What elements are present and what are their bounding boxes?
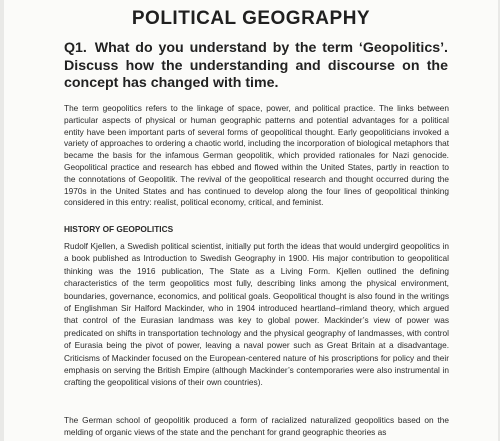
page-title: POLITICAL GEOGRAPHY [131, 8, 371, 29]
document-page [4, 0, 498, 441]
intro-paragraph: The term geopolitics refers to the linkage of space, power, and political practice. The links between particular aspects of physical or human geographic patterns and potential advantages for a political entity have been important parts of several forms of geopolitical thought. Early geopoliticians invoked a variety of approaches to ordering a chaotic world, including the incorporation of biological metaphors that became the basis for the infamous German geopolitik, which provided rationales for Nazi genocide. Geopolitical practice and research has ebbed and flowed within the United States, partly in reaction to the connotations of Geopolitik. The revival of the geopolitical research and thought occurred during the 1970s in the United States and has continued to develop along the four lines of geopolitical thinking considered in this entry: realist, political economy, critical, and feminist. [64, 103, 449, 208]
question-heading [64, 40, 448, 93]
german-school-paragraph: The German school of geopolitik produced a form of racialized naturalized geopolitics based on the melding of organic views of the state and the penchant for grand geographic theories as [64, 415, 449, 438]
question-label: Q1. [64, 40, 87, 56]
question-text: What do you understand by the term ‘Geopolitics’. Discuss how the understanding and discourse on the concept has changed with time. [64, 40, 448, 91]
history-paragraph: Rudolf Kjellen, a Swedish political scientist, initially put forth the ideas that would undergird geopolitics in a book published as Introduction to Swedish Geography in 1900. His major contribution to geopolitical thinking was the 1916 publication, The State as a Living Form. Kjellen outlined the defining characteristics of the term geopolitics most fully, describing links among the physical environment, boundaries, governance, economics, and political goals. Geopolitical thought is also found in the writings of Englishman Sir Halford Mackinder, who in 1904 introduced heartland–rimland theory, which argued that control of the Eurasian landmass was key to global power. Mackinder’s view of power was predicated on shifts in transportation technology and the physical geography of landmasses, with control of Eurasia being the pivot of power, leaving a naval power such as Great Britain at a disadvantage. Criticisms of Mackinder focused on the European-centered nature of his proscriptions for policy and their emphasis on serving the British Empire (although Mackinder’s contemporaries were also instrumental in crafting the geopolitical visions of their own countries). [64, 241, 449, 388]
section-heading-history: HISTORY OF GEOPOLITICS [64, 224, 174, 234]
